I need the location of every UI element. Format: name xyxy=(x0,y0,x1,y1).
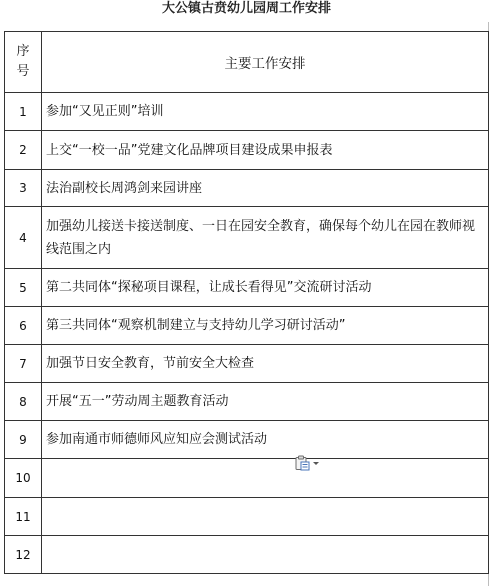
table-row xyxy=(5,421,489,459)
row-task[interactable]: 参加南通市师德师风应知应会测试活动 xyxy=(42,421,489,459)
table-row xyxy=(5,498,489,536)
table-row xyxy=(5,207,489,269)
row-task[interactable] xyxy=(42,536,489,574)
paste-options-button[interactable] xyxy=(295,455,321,471)
row-number[interactable]: 10 xyxy=(5,459,42,498)
row-number[interactable]: 12 xyxy=(5,536,42,574)
row-task[interactable]: 第三共同体“观察机制建立与支持幼儿学习研讨活动” xyxy=(42,307,489,345)
table-row xyxy=(5,536,489,574)
table-row xyxy=(5,307,489,345)
row-task[interactable]: 上交“一校一品”党建文化品牌项目建设成果申报表 xyxy=(42,131,489,170)
row-number[interactable]: 6 xyxy=(5,307,42,345)
table-row xyxy=(5,93,489,131)
header-task[interactable]: 主要工作安排 xyxy=(42,32,489,93)
row-task[interactable]: 开展“五一”劳动周主题教育活动 xyxy=(42,383,489,421)
row-number[interactable]: 1 xyxy=(5,93,42,131)
row-number[interactable]: 2 xyxy=(5,131,42,170)
row-task[interactable]: 法治副校长周鸿剑来园讲座 xyxy=(42,170,489,207)
row-task[interactable] xyxy=(42,498,489,536)
header-number[interactable] xyxy=(5,32,42,93)
weekly-schedule-table xyxy=(4,31,489,574)
row-number[interactable]: 4 xyxy=(5,207,42,269)
table-row xyxy=(5,383,489,421)
row-number[interactable]: 8 xyxy=(5,383,42,421)
row-number[interactable]: 3 xyxy=(5,170,42,207)
table-header-row xyxy=(5,32,489,93)
row-task[interactable]: 加强节日安全教育，节前安全大检查 xyxy=(42,345,489,383)
row-number[interactable]: 7 xyxy=(5,345,42,383)
table-row xyxy=(5,131,489,170)
row-task-text: 加强幼儿接送卡接送制度、一日在园安全教育，确保每个幼儿在园在教师视线范围之内 xyxy=(46,218,476,257)
table-row xyxy=(5,459,489,498)
row-task[interactable]: 第二共同体“探秘项目课程，让成长看得见”交流研讨活动 xyxy=(42,269,489,307)
header-number-label: 序号 xyxy=(16,44,30,79)
row-number[interactable]: 9 xyxy=(5,421,42,459)
row-number[interactable]: 5 xyxy=(5,269,42,307)
document-title: 大公镇古贲幼儿园周工作安排 xyxy=(161,1,331,16)
row-task[interactable] xyxy=(42,459,489,498)
clipboard-paste-icon xyxy=(295,455,310,471)
table-row xyxy=(5,170,489,207)
table-row xyxy=(5,269,489,307)
row-task[interactable] xyxy=(42,207,489,269)
row-task[interactable]: 参加“又见正则”培训 xyxy=(42,93,489,131)
row-number[interactable]: 11 xyxy=(5,498,42,536)
table-row xyxy=(5,345,489,383)
dropdown-arrow-icon xyxy=(313,462,319,465)
